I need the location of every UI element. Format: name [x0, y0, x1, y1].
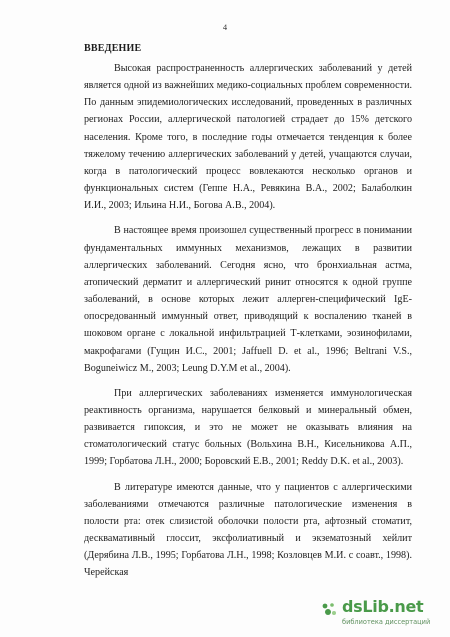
watermark-site-name: dsLib.net [342, 597, 424, 616]
dslib-watermark[interactable] [320, 597, 440, 631]
page-number: 4 [222, 22, 228, 32]
paragraph-4: В литературе имеются данные, что у пациентов с аллергическими заболеваниями отмечаются различные патологические изменения в полости рта: отек слизистой оболочки полости рта, афтозный стоматит, десквамативный глоссит, эксфолиативный и экзематозный хейлит (Дерябина Л.В., 1995; Горбатова Л.Н., 1998; Козловцев М.И. с соавт., 1998). Черейская [84, 481, 412, 579]
paragraph-3: При аллергических заболеваниях изменяется иммунологическая реактивность организма, нарушается белковый и минеральный обмен, развивается гипоксия, и это не может не оказывать влияния на стоматологический статус больных (Вольхина В.Н., Кисельникова А.П., 1999; Горбатова Л.Н., 2000; Боровский Е.В., 2001; Reddy D.K. et al., 2003). [84, 387, 412, 468]
dslib-logo-icon [320, 601, 338, 619]
body-text [84, 60, 412, 582]
watermark-tagline: библиотека диссертаций [342, 618, 431, 626]
paragraph-1: Высокая распространенность аллергических заболеваний у детей является одной из важнейших медико-социальных проблем современности. По данным эпидемиологических исследований, проведенных в различных регионах России, аллергической патологией страдает до 15% детского населения. Кроме того, в последние годы отмечается тенденция к более тяжелому течению аллергических заболеваний у детей, учащаются случаи, когда в патологический процесс вовлекаются несколько органов и функциональных систем (Геппе Н.А., Ревякина В.А., 2002; Балаболкин И.И., 2003; Ильина Н.И., Богова А.В., 2004). [84, 63, 412, 212]
paragraph-2: В настоящее время произошел существенный прогресс в понимании фундаментальных иммунных механизмов, лежащих в развитии аллергических заболеваний. Сегодня ясно, что бронхиальная астма, атопический дерматит и аллергический ринит относятся к одной группе заболеваний, в основе которых лежит аллерген-специфический IgE-опосредованный иммунный ответ, приводящий к воспалению тканей в шоковом органе с локальной инфильтрацией Т-клетками, эозинофилами, макрофагами (Гущин И.С., 2001; Jaffuell D. et al., 1996; Beltrani V.S., Boguneiwicz M., 2003; Leung D.Y.M et al., 2004). [84, 225, 412, 374]
section-heading: ВВЕДЕНИЕ [84, 43, 142, 54]
